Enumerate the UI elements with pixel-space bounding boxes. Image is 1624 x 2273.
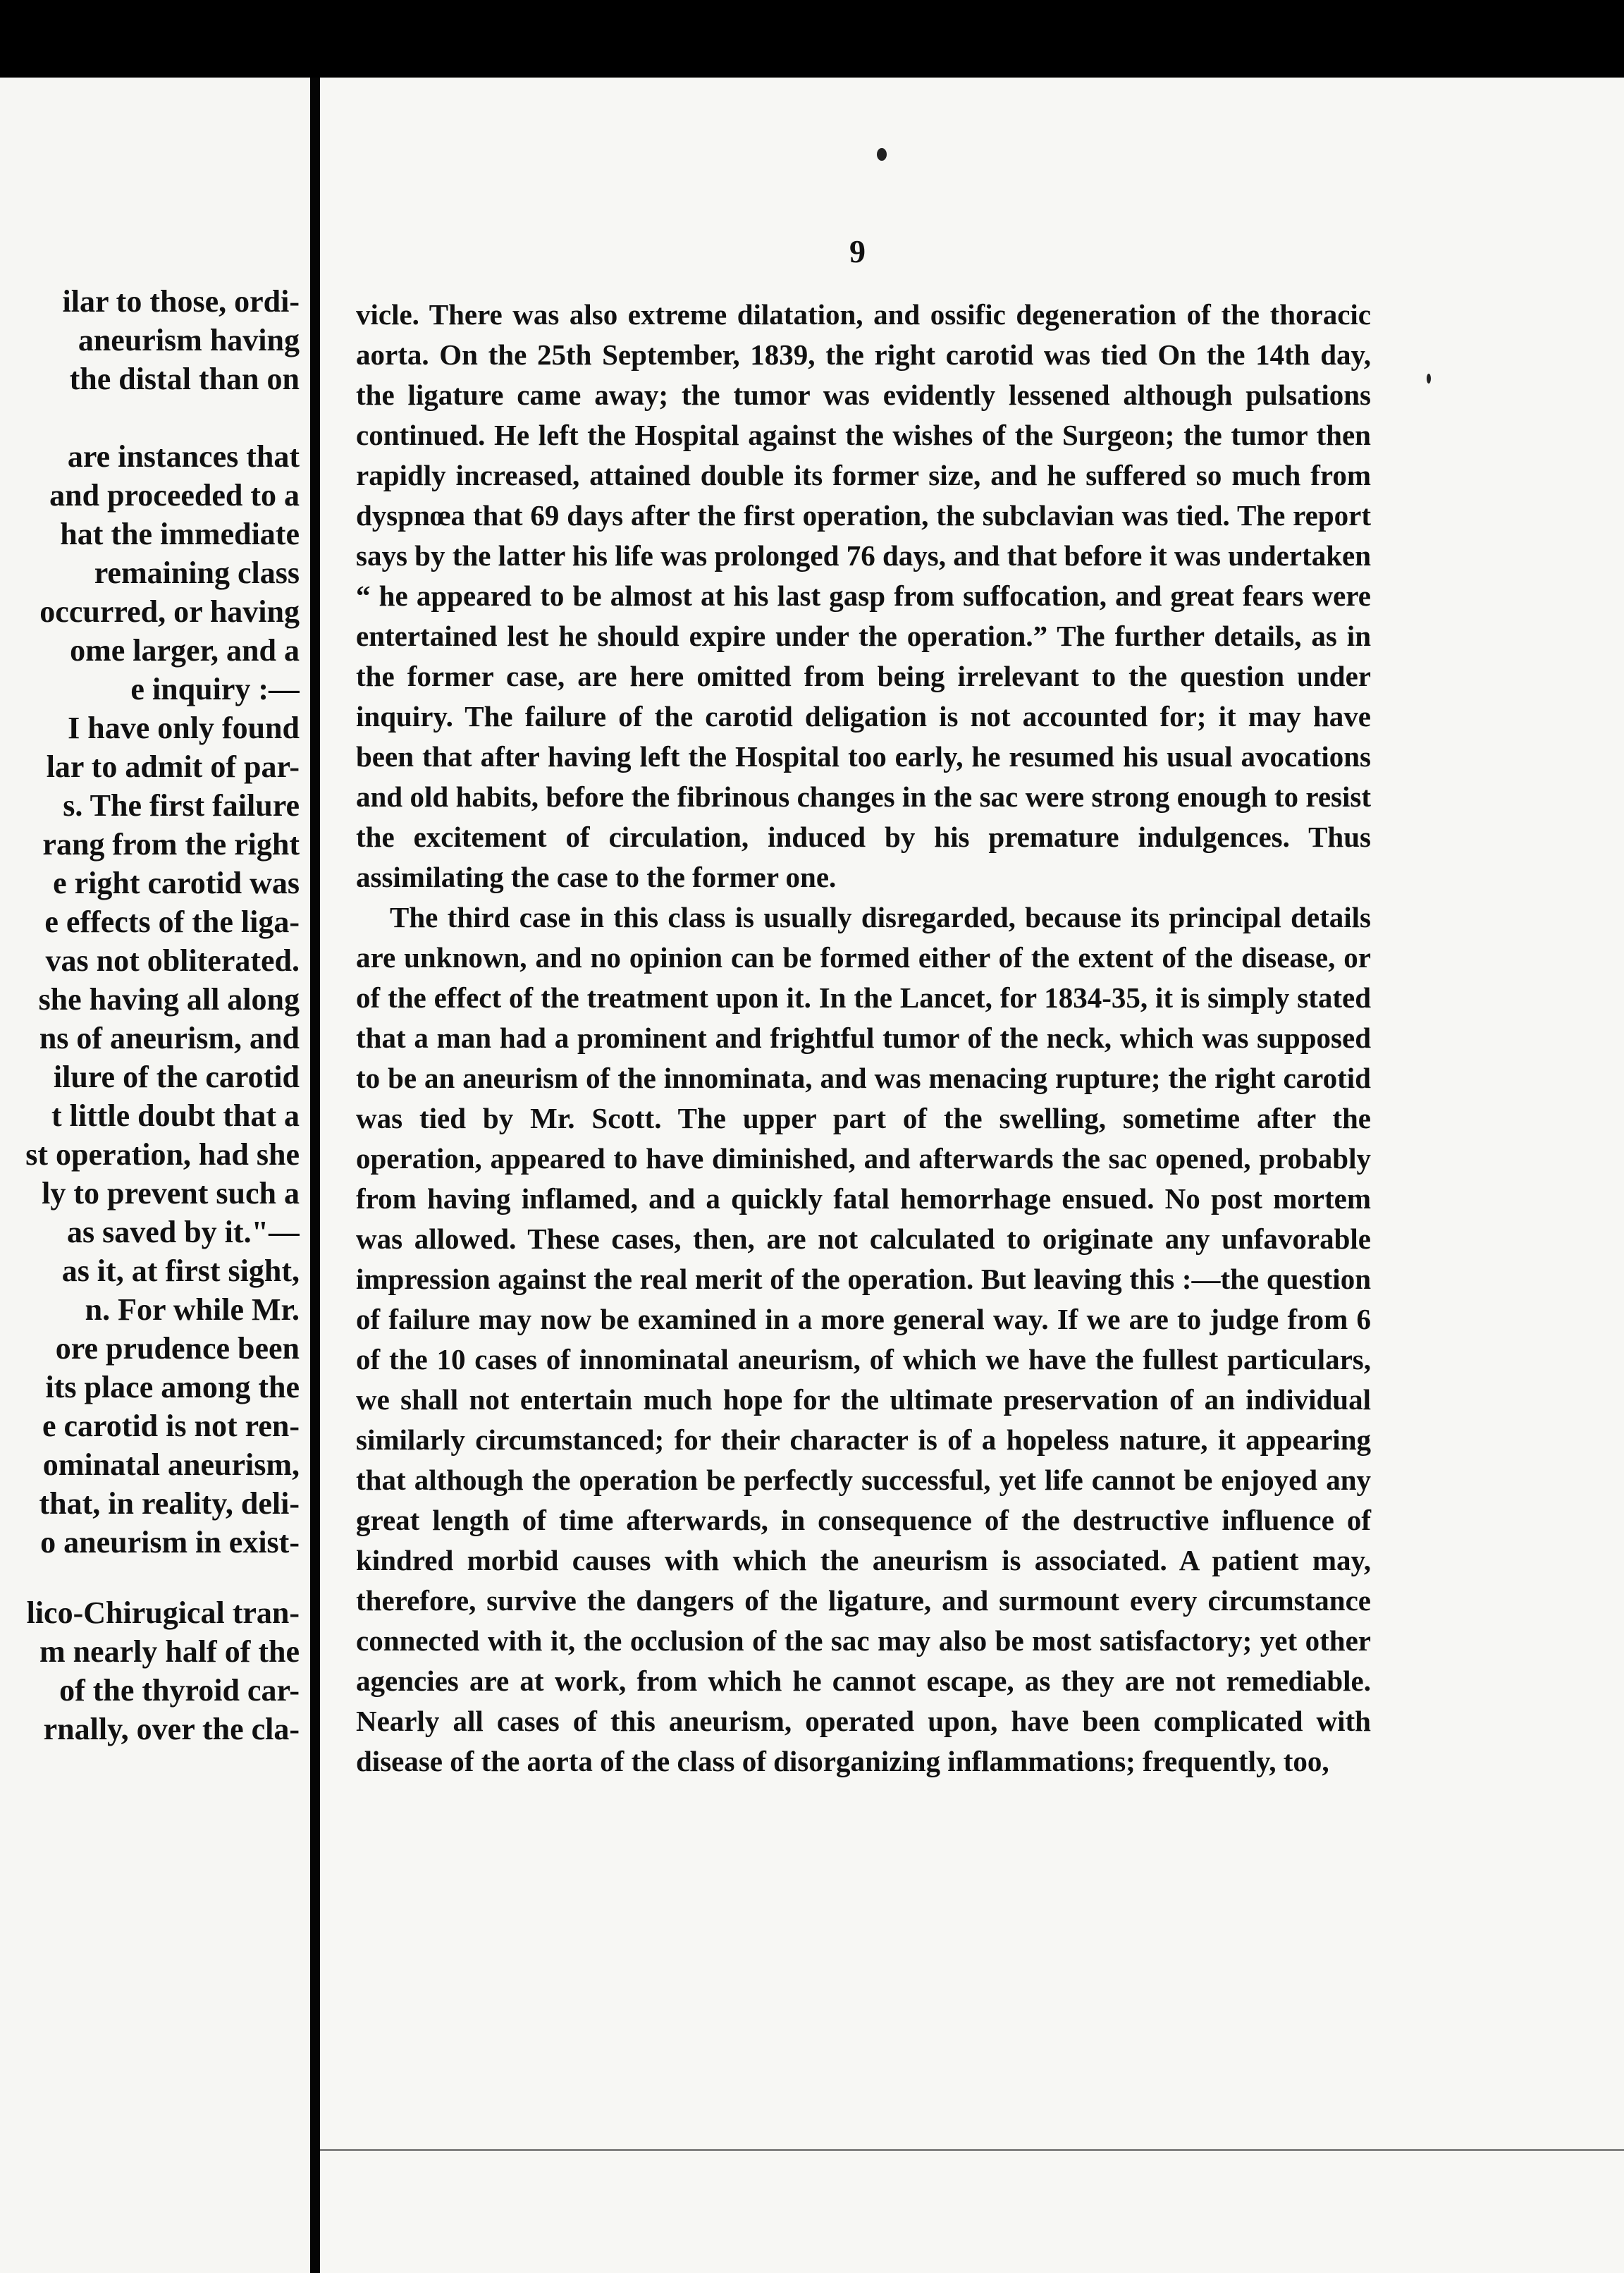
left-line: of the thyroid car- (59, 1673, 300, 1708)
left-line: and proceeded to a (49, 478, 300, 513)
left-line: s. The first failure (63, 788, 300, 823)
left-line: that, in reality, deli- (39, 1486, 300, 1521)
left-line: e carotid is not ren- (42, 1409, 300, 1443)
left-line: e inquiry :— (130, 672, 300, 706)
left-line: aneurism having (78, 323, 300, 357)
left-line: remaining class (94, 556, 300, 590)
left-line: the distal than on (69, 362, 300, 396)
scan-line-artifact (320, 2149, 1624, 2151)
left-line: n. For while Mr. (85, 1292, 300, 1327)
left-line: ome larger, and a (70, 633, 300, 668)
left-line: occurred, or having (39, 594, 300, 629)
left-line: are instances that (67, 439, 300, 474)
left-line: st operation, had she (25, 1137, 300, 1172)
ink-speck (1427, 374, 1431, 384)
left-line: m nearly half of the (39, 1634, 300, 1669)
left-line: ly to prevent such a (42, 1176, 300, 1211)
left-line: ilar to those, ordi- (62, 284, 300, 319)
left-line: ilure of the carotid (53, 1060, 300, 1094)
left-line: I have only found (68, 711, 300, 745)
paragraph: The third case in this class is usually disregarded, because its principal details are unknown, and no opinion can be formed either of the extent of the disease, or of the effect of the treatment upon it. In the Lancet, for 1834-35, it is simply stated that a man had a prominent and frightful tumor of the neck, which was supposed to be an aneurism of the innominata, and was menacing rupture; the right carotid was tied by Mr. Scott. The upper part of the swelling, sometime after the operation, appeared to have diminished, and afterwards the sac opened, probably from having inflamed, and a quickly fatal hemorrhage ensued. No post mortem was allowed. These cases, then, are not calculated to originate any unfavorable impression against the real merit of the operation. But leaving this :—the question of failure may now be examined in a more general way. If we are to judge from 6 of the 10 cases of innominatal aneurism, of which we have the fullest particulars, we shall not entertain much hope for the ultimate preservation of an individual similarly circumstanced; for their character is of a hopeless nature, it appearing that although the operation be perfectly successful, yet life cannot be enjoyed any great length of time afterwards, in consequence of the destructive influence of kindred morbid causes with which the aneurism is associated. A patient may, therefore, survive the dangers of the ligature, and surmount every circumstance connected with it, the occlusion of the sac may also be most satisfactory; yet other agencies are at work, from which he cannot escape, as they are not remediable. Nearly all cases of this aneurism, operated upon, have been complicated with disease of the aorta of the class of disorganizing inflammations; frequently, too, (356, 901, 1371, 1777)
ink-speck (877, 148, 887, 161)
left-column-text (0, 282, 300, 1748)
page-number: 9 (849, 233, 866, 269)
left-line: she having all along (38, 982, 300, 1017)
left-line: ns of aneurism, and (39, 1021, 300, 1055)
left-line: vas not obliterated. (45, 943, 300, 978)
left-line: its place among the (45, 1370, 300, 1404)
left-line: e effects of the liga- (44, 905, 300, 939)
left-page-fragment (0, 78, 310, 2273)
left-line: lico-Chirugical tran- (26, 1595, 300, 1630)
left-line: rang from the right (42, 827, 300, 862)
left-line: as it, at first sight, (61, 1254, 300, 1288)
left-line: ore prudence been (55, 1331, 300, 1366)
left-line: o aneurism in exist- (40, 1525, 300, 1560)
left-line: as saved by it."— (66, 1215, 300, 1249)
left-line: e right carotid was (53, 866, 300, 900)
paragraph: vicle. There was also extreme dilatation, and ossific degeneration of the thoracic aorta. On the 25th September, 1839, the right carotid was tied On the 14th day, the ligature came away; the tumor was evidently lessened although pulsations continued. He left the Hospital against the wishes of the Surgeon; the tumor then rapidly increased, attained double its former size, and he suffered so much from dyspnœa that 69 days after the first operation, the subclavian was tied. The report says by the latter his life was prolonged 76 days, and that before it was undertaken “ he appeared to be almost at his last gasp from suffocation, and great fears were entertained lest he should expire under the operation.” The further details, as in the former case, are here omitted from being irrelevant to the question under inquiry. The failure of the carotid deligation is not accounted for; it may have been that after having left the Hospital too early, he resumed his usual avocations and old habits, before the fibrinous changes in the sac were strong enough to resist the excitement of circulation, induced by his premature indulgences. Thus assimilating the case to the former one. (356, 298, 1371, 893)
left-line: lar to admit of par- (46, 749, 300, 784)
left-line: rnally, over the cla- (43, 1712, 300, 1746)
book-gutter (310, 78, 320, 2273)
left-line: t little doubt that a (51, 1098, 300, 1133)
scan-top-border (0, 0, 1624, 78)
left-line: hat the immediate (60, 517, 300, 551)
main-text-column (356, 295, 1371, 1782)
left-line: ominatal aneurism, (42, 1447, 300, 1482)
